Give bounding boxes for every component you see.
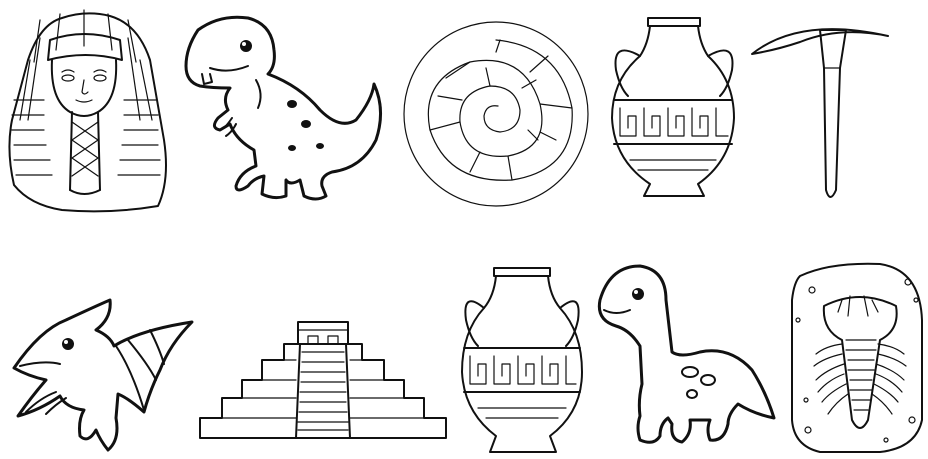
trilobite-fossil-icon	[0, 0, 928, 459]
coloring-sheet	[0, 0, 928, 459]
